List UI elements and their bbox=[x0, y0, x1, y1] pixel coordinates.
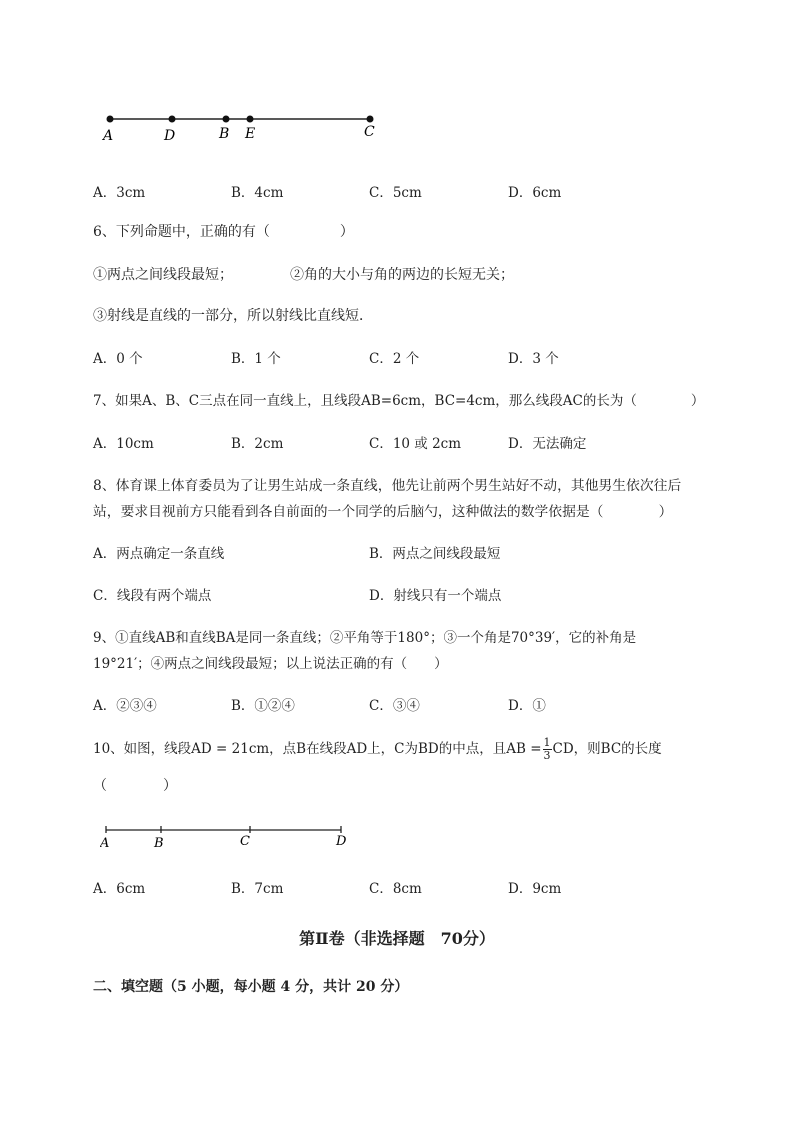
fraction-denominator: 3 bbox=[543, 749, 551, 762]
q8-option-d: D．射线只有一个端点 bbox=[369, 588, 502, 604]
q6-statement-3: ③射线是直线的一部分，所以射线比直线短． bbox=[93, 308, 373, 324]
label-d: D bbox=[336, 834, 347, 849]
q5-option-b: B．4cm bbox=[231, 185, 284, 201]
q8-stem-line-1: 8、体育课上体育委员为了让男生站成一条直线，他先让前两个男生站好不动，其他男生依次往后 bbox=[93, 478, 682, 494]
q8-stem-line-2: 站，要求目视前方只能看到各自前面的一个同学的后脑勺，这种做法的数学依据是（ ） bbox=[93, 504, 673, 520]
q9-option-a: A．②③④ bbox=[93, 698, 157, 714]
figure-line-abcd bbox=[100, 822, 360, 854]
point-d bbox=[169, 116, 176, 123]
q5-option-c: C．5cm bbox=[369, 185, 422, 201]
section-2-title: 第Ⅱ卷（非选择题 70分） bbox=[299, 929, 495, 948]
q10-option-a: A．6cm bbox=[93, 881, 146, 897]
q9-stem-line-1: 9、①直线AB和直线BA是同一条直线；②平角等于180°；③一个角是70°39′，它的补角是 bbox=[93, 630, 637, 646]
point-a bbox=[107, 116, 114, 123]
q5-option-a: A．3cm bbox=[93, 185, 146, 201]
label-c: C bbox=[240, 834, 250, 849]
q10-option-b: B．7cm bbox=[231, 881, 284, 897]
part-2-heading: 二、填空题（5 小题，每小题 4 分，共计 20 分） bbox=[93, 979, 409, 995]
q5-option-d: D．6cm bbox=[508, 185, 562, 201]
q7-option-b: B．2cm bbox=[231, 436, 284, 452]
label-c: C bbox=[364, 124, 375, 140]
q8-option-b: B．两点之间线段最短 bbox=[369, 546, 501, 562]
q10-stem-line-2: （ ） bbox=[93, 778, 177, 794]
label-b: B bbox=[154, 836, 164, 851]
point-b bbox=[223, 116, 230, 123]
q8-option-a: A．两点确定一条直线 bbox=[93, 546, 225, 562]
q6-option-a: A．0 个 bbox=[93, 351, 143, 367]
q10-option-c: C．8cm bbox=[369, 881, 422, 897]
q9-option-b: B．①②④ bbox=[231, 698, 295, 714]
point-e bbox=[247, 116, 254, 123]
q10-stem-part-1: 10、如图，线段AD = 21cm，点B在线段AD上，C为BD的中点，且AB = bbox=[93, 741, 542, 757]
q6-statement-1: ①两点之间线段最短； bbox=[93, 267, 233, 283]
q7-option-a: A．10cm bbox=[93, 436, 154, 452]
fraction-one-third bbox=[543, 737, 552, 762]
label-b: B bbox=[219, 126, 230, 142]
q9-stem-line-2: 19°21′；④两点之间线段最短；以上说法正确的有（ ） bbox=[93, 656, 448, 672]
point-c bbox=[367, 116, 374, 123]
label-e: E bbox=[245, 126, 256, 142]
q7-stem: 7、如果A、B、C三点在同一直线上，且线段AB=6cm，BC=4cm，那么线段AC的长为（ ） bbox=[93, 393, 705, 409]
q6-option-c: C．2 个 bbox=[369, 351, 420, 367]
q7-option-d: D．无法确定 bbox=[508, 436, 587, 452]
q10-stem-part-2: CD，则BC的长度 bbox=[552, 741, 662, 757]
q10-stem-line-1 bbox=[93, 737, 662, 762]
q7-option-c: C．10 或 2cm bbox=[369, 436, 462, 452]
q9-option-d: D．① bbox=[508, 698, 546, 714]
q6-option-b: B．1 个 bbox=[231, 351, 281, 367]
q6-option-d: D．3 个 bbox=[508, 351, 559, 367]
fraction-numerator: 1 bbox=[543, 736, 551, 749]
q6-statement-2: ②角的大小与角的两边的长短无关； bbox=[290, 267, 514, 283]
label-a: A bbox=[100, 836, 110, 851]
q6-stem: 6、下列命题中，正确的有（ ） bbox=[93, 224, 354, 240]
label-d: D bbox=[164, 128, 176, 144]
label-a: A bbox=[103, 128, 114, 144]
q8-option-c: C．线段有两个端点 bbox=[93, 588, 212, 604]
figure-line-adbec bbox=[100, 108, 390, 148]
q10-option-d: D．9cm bbox=[508, 881, 562, 897]
q9-option-c: C．③④ bbox=[369, 698, 420, 714]
